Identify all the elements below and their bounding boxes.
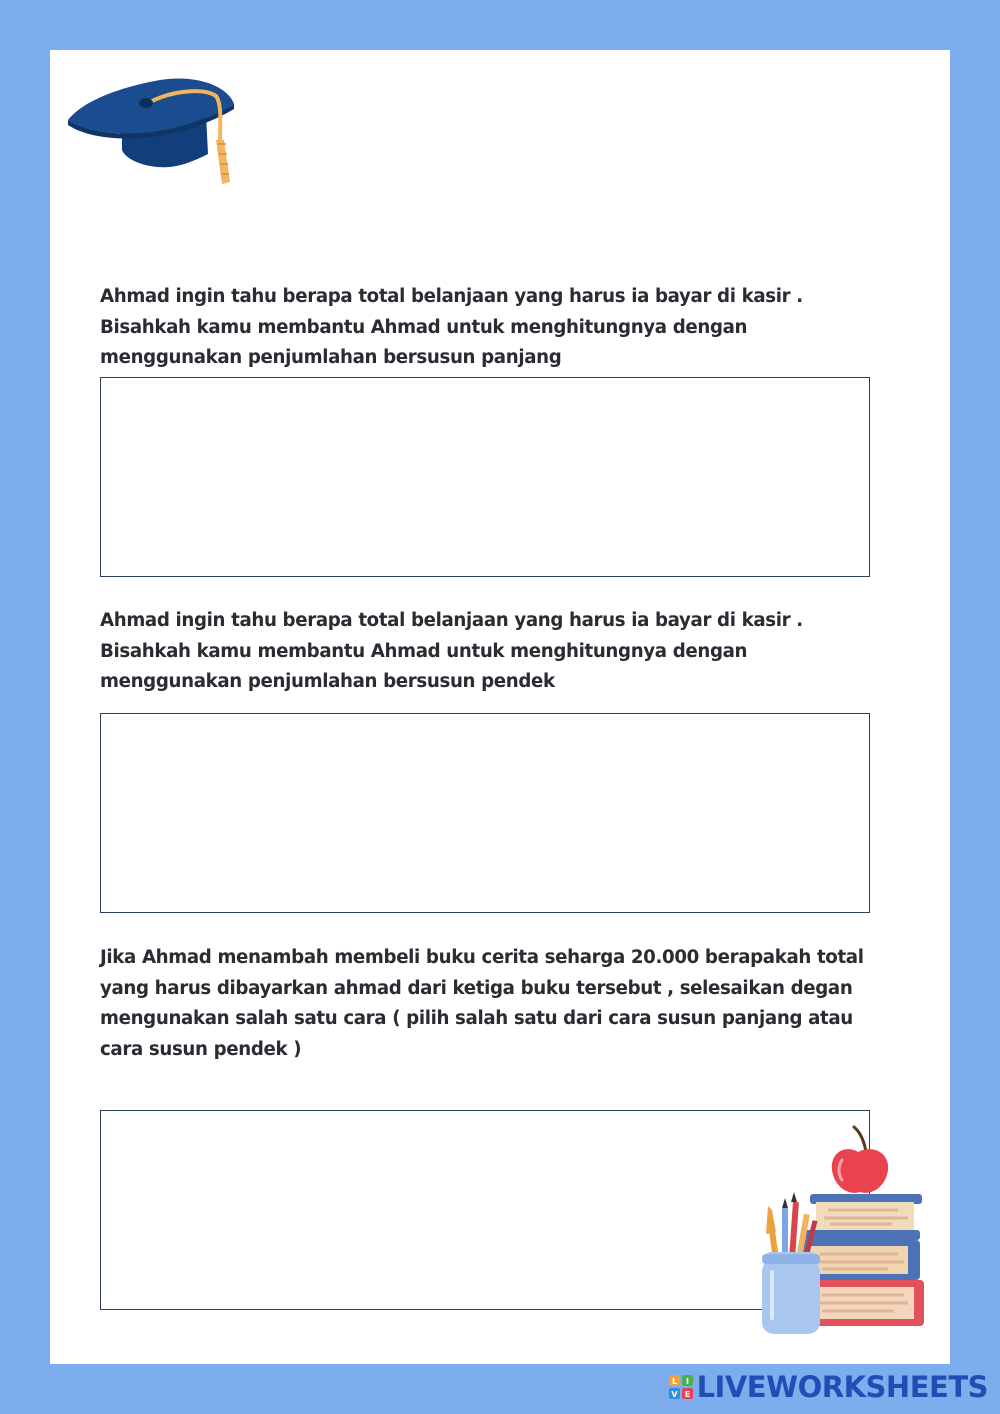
- liveworksheets-badge-icon: [669, 1375, 693, 1399]
- answer-box-2[interactable]: [100, 713, 870, 913]
- svg-text:V: V: [670, 1390, 678, 1399]
- question-3-text: Jika Ahmad menambah membeli buku cerita seharga 20.000 berapakah total yang harus dibayarkan ahmad dari ketiga buku tersebut , selesaikan degan mengunakan salah satu cara ( pilih salah satu dari cara susun panjang atau cara susun pendek ): [100, 947, 864, 1060]
- answer-box-1[interactable]: [100, 377, 870, 577]
- svg-text:E: E: [684, 1390, 690, 1399]
- svg-text:L: L: [671, 1377, 677, 1386]
- liveworksheets-wordmark: LIVEWORKSHEETS: [696, 1370, 988, 1404]
- question-2-text: Ahmad ingin tahu berapa total belanjaan yang harus ia bayar di kasir . Bisahkah kamu membantu Ahmad untuk menghitungnya dengan menggunakan penjumlahan bersusun pendek: [100, 610, 803, 692]
- question-1-text: Ahmad ingin tahu berapa total belanjaan yang harus ia bayar di kasir . Bisahkah kamu membantu Ahmad untuk menghitungnya dengan menggunakan penjumlahan bersusun panjang: [100, 286, 803, 368]
- answer-box-3[interactable]: [100, 1110, 870, 1310]
- svg-text:I: I: [685, 1377, 689, 1386]
- graduation-cap-icon: [64, 74, 240, 190]
- books-apple-pencils-icon: [758, 1122, 928, 1340]
- liveworksheets-logo: [669, 1370, 988, 1404]
